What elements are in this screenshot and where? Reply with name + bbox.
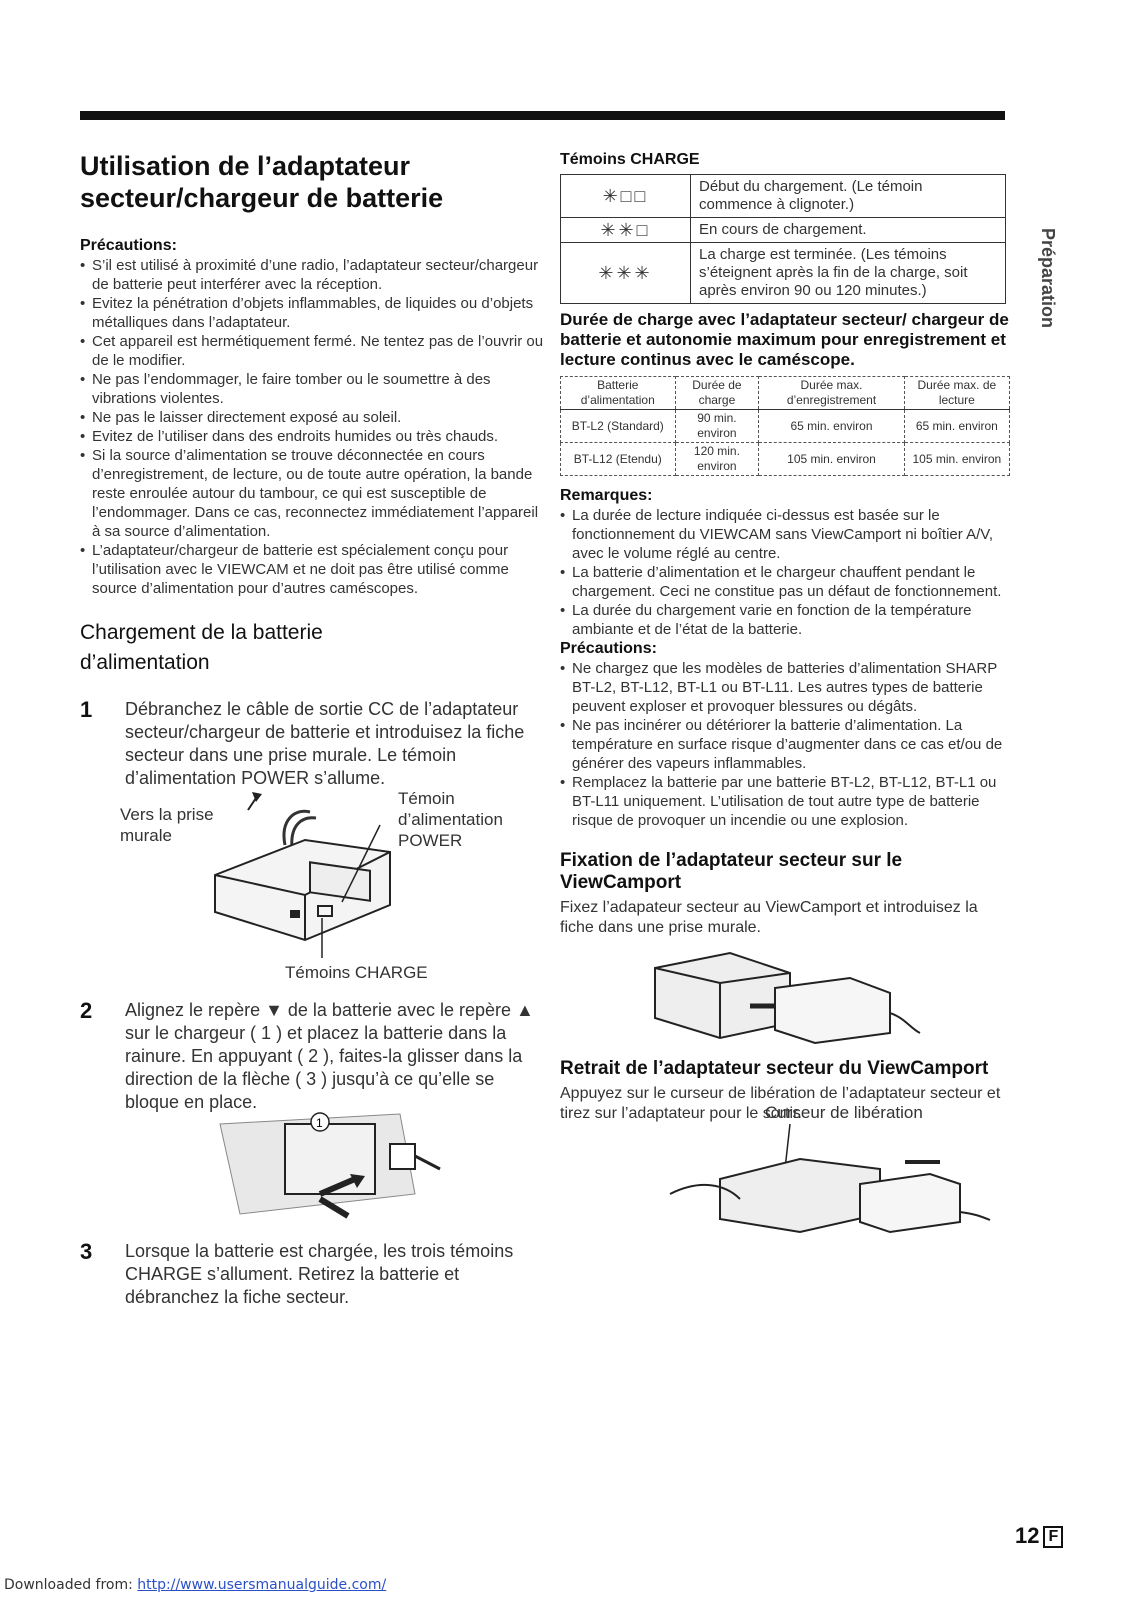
table-header: Durée max. d’enregistrement (759, 377, 904, 410)
list-item: • Si la source d’alimentation se trouve déconnectée en cours d’enregistrement, de lecture, ou de toute autre opération, la bande reste enroulée autour du tambour, ce qui est susceptible de l’endommager. Dans ce cas, reconnectez immédiatement l’appareil à sa source d’alimentation. (80, 446, 545, 541)
table-cell: BT-L2 (Standard) (561, 410, 676, 443)
list-item: • Evitez la pénétration d’objets inflammables, de liquides ou d’objets métalliques dans l’adaptateur. (80, 294, 545, 332)
table-header: Durée max. de lecture (904, 377, 1009, 410)
table-cell: BT-L12 (Etendu) (561, 443, 676, 476)
precautions2-label: Précautions: (560, 640, 657, 657)
remarks-label: Remarques: (560, 487, 653, 504)
table-cell: En cours de chargement. (691, 218, 1006, 243)
left-column (80, 150, 545, 1309)
table-row (561, 218, 1006, 243)
table-row (561, 243, 1006, 304)
right-column (560, 150, 1010, 1234)
table-header: Batterie d’alimentation (561, 377, 676, 410)
table-cell: 90 min. environ (675, 410, 759, 443)
list-item: • La batterie d’alimentation et le chargeur chauffent pendant le chargement. Ceci ne constitue pas un défaut de fonctionnement. (560, 563, 1010, 601)
step-3 (80, 1240, 545, 1309)
list-item: • La durée de lecture indiquée ci-dessus est basée sur le fonctionnement du VIEWCAM sans ViewCamport ni boîtier A/V, avec le volume réglé au centre. (560, 506, 1010, 563)
precautions-list (80, 256, 545, 598)
table-cell: La charge est terminée. (Les témoins s’éteignent après la fin de la charge, soit après environ 90 ou 120 minutes.) (691, 243, 1006, 304)
lamp-icons: ✳✳✳ (561, 243, 691, 304)
step-number: 2 (80, 998, 93, 1023)
battery-figure (80, 1114, 545, 1234)
table-cell: 65 min. environ (904, 410, 1009, 443)
charger-figure (80, 790, 545, 995)
charging-heading: Chargement de la batterie d’alimentation (80, 621, 323, 674)
step-number: 1 (80, 697, 93, 722)
table-cell: 65 min. environ (759, 410, 904, 443)
top-rule (80, 111, 1005, 120)
step-text: Alignez le repère ▼ de la batterie avec le repère ▲ sur le chargeur ( 1 ) et placez la batterie dans la rainure. En appuyant ( 2 ), faites-la glisser dans la direction de la flèche ( 3 ) jusqu’à ce qu’elle se bloque en place. (125, 1000, 534, 1112)
table-row (561, 410, 1010, 443)
table-cell: 105 min. environ (904, 443, 1009, 476)
page-letter: F (1043, 1526, 1063, 1548)
table-cell: 105 min. environ (759, 443, 904, 476)
table-row (561, 175, 1006, 218)
list-item: • Evitez de l’utiliser dans des endroits humides ou très chauds. (80, 427, 545, 446)
svg-text:1: 1 (316, 1116, 323, 1130)
table-header: Durée de charge (675, 377, 759, 410)
precautions-label: Précautions: (80, 237, 177, 254)
fix-figure (560, 938, 1010, 1048)
footer-prefix: Downloaded from: (4, 1577, 138, 1593)
lamp-icons: ✳□□ (561, 175, 691, 218)
list-item: • Cet appareil est hermétiquement fermé. Ne tentez pas de l’ouvrir ou de le modifier. (80, 332, 545, 370)
list-item: • Ne chargez que les modèles de batteries d’alimentation SHARP BT-L2, BT-L12, BT-L1 ou BT-L11. Les autres types de batterie peuvent exploser et provoquer blessures ou dégâts. (560, 659, 1010, 716)
charge-lamps-label: Témoins CHARGE (285, 963, 428, 982)
battery-illustration (80, 1104, 545, 1224)
table-row (561, 443, 1010, 476)
duration-heading: Durée de charge avec l’adaptateur secteur/ chargeur de batterie et autonomie maximum pour enregistrement et lecture continus avec le caméscope. (560, 310, 1009, 369)
release-slider-label: Curseur de libération (765, 1103, 923, 1122)
lamp-icons: ✳✳□ (561, 218, 691, 243)
step-1 (80, 698, 545, 790)
fix-text: Fixez l’adapateur secteur au ViewCamport et introduisez la fiche dans une prise murale. (560, 899, 978, 936)
duration-table (560, 376, 1010, 476)
list-item: • L’adaptateur/chargeur de batterie est spécialement conçu pour l’utilisation avec le VIEWCAM et ne doit pas être utilisé comme source d’alimentation pour d’autres caméscopes. (80, 541, 545, 598)
step-text: Lorsque la batterie est chargée, les trois témoins CHARGE s’allument. Retirez la batterie et débranchez la fiche secteur. (125, 1241, 514, 1307)
section-tab (1018, 220, 1066, 360)
section-tab-label: Préparation (1038, 228, 1058, 329)
list-item: • Ne pas incinérer ou détériorer la batterie d’alimentation. La température en surface risque d’augmenter dans ce cas et/ou de générer des vapeurs inflammables. (560, 716, 1010, 773)
power-lamp-label: Témoin d’alimentation POWER (398, 789, 503, 850)
list-item: • Ne pas l’endommager, le faire tomber ou le soumettre à des vibrations violentes. (80, 370, 545, 408)
list-item: • Ne pas le laisser directement exposé au soleil. (80, 408, 545, 427)
remove-text: Appuyez sur le curseur de libération de l’adaptateur secteur et tirez sur l’adaptateur pour le sortir. (560, 1085, 1001, 1122)
step-number: 3 (80, 1239, 93, 1264)
step-2 (80, 999, 545, 1114)
list-item: • S’il est utilisé à proximité d’une radio, l’adaptateur secteur/chargeur de batterie peut interférer avec la réception. (80, 256, 545, 294)
table-cell: 120 min. environ (675, 443, 759, 476)
footer-link[interactable]: http://www.usersmanualguide.com/ (137, 1577, 387, 1593)
table-header-row (561, 377, 1010, 410)
remarks-list (560, 506, 1010, 639)
fix-illustration (560, 938, 1010, 1048)
remove-heading: Retrait de l’adaptateur secteur du ViewCamport (560, 1058, 989, 1079)
page-title: Utilisation de l’adaptateur secteur/chargeur de batterie (80, 151, 444, 213)
page-number-value: 12 (1015, 1523, 1040, 1548)
page-number (1015, 1523, 1063, 1549)
fix-heading: Fixation de l’adaptateur secteur sur le ViewCamport (560, 850, 903, 893)
charge-lamps-table (560, 174, 1006, 304)
download-footer (4, 1577, 386, 1593)
charge-lamps-heading: Témoins CHARGE (560, 151, 700, 168)
table-cell: Début du chargement. (Le témoin commence à clignoter.) (691, 175, 1006, 218)
step-text: Débranchez le câble de sortie CC de l’adaptateur secteur/chargeur de batterie et introduisez la fiche secteur dans une prise murale. Le témoin d’alimentation POWER s’allume. (125, 699, 525, 788)
precautions2-list (560, 659, 1010, 830)
remove-illustration (560, 1124, 1010, 1234)
list-item: • La durée du chargement varie en fonction de la température ambiante et de l’état de la batterie. (560, 601, 1010, 639)
list-item: • Remplacez la batterie par une batterie BT-L2, BT-L12, BT-L1 ou BT-L11 uniquement. L’utilisation de tout autre type de batterie risque de provoquer un incendie ou une explosion. (560, 773, 1010, 830)
wall-outlet-label: Vers la prise murale (120, 805, 214, 845)
